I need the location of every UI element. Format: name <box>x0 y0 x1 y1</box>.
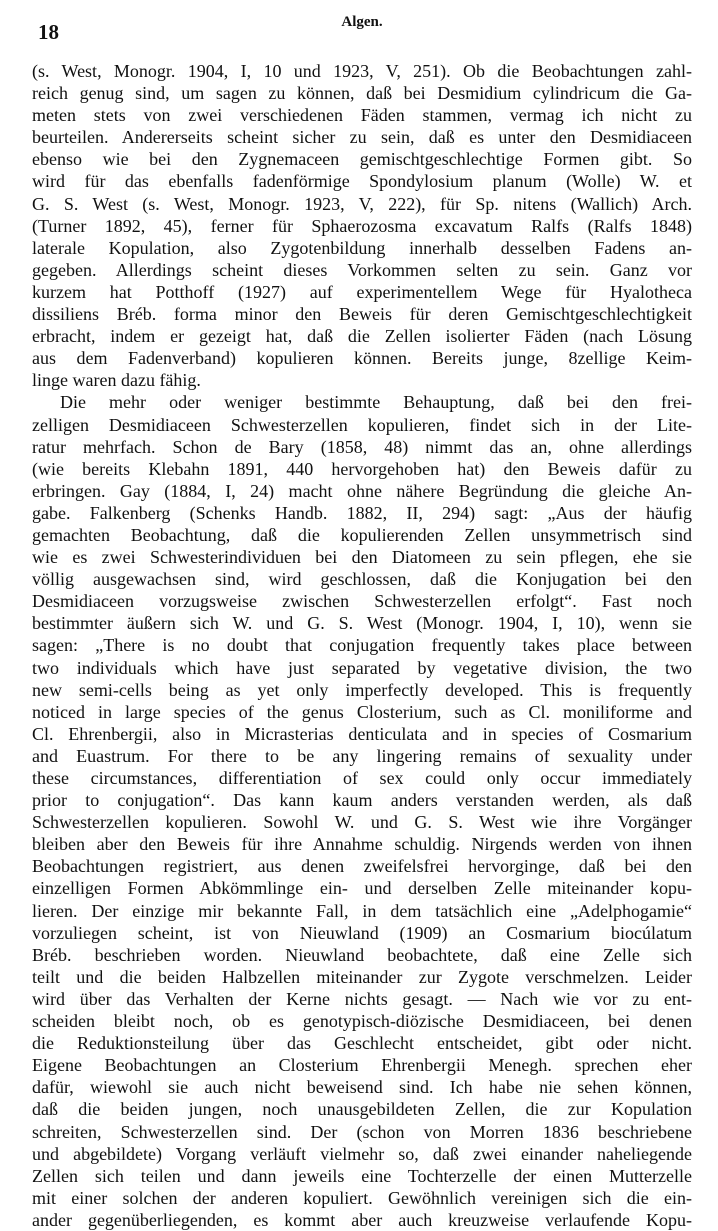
text-line: gemachten Beobachtung, daß die kopulierenden Zellen unsymmetrisch sind <box>32 524 692 545</box>
body-text <box>32 60 692 1231</box>
text-line: wird über das Verhalten der Kerne nichts gesagt. — Nach wie vor zu ent- <box>32 988 692 1009</box>
text-line: meten stets von zwei verschiedenen Fäden stammen, vermag ich nicht zu <box>32 105 692 126</box>
text-line: reich genug sind, um sagen zu können, daß bei Desmidium cylindricum die Ga- <box>32 83 692 104</box>
text-line: Desmidiaceen vorzugsweise zwischen Schwesterzellen erfolgt“. Fast noch <box>32 591 692 612</box>
book-page <box>32 14 692 1231</box>
running-title: Algen. <box>341 14 383 30</box>
text-line: zelligen Desmidiaceen Schwesterzellen kopulieren, findet sich in der Lite- <box>32 414 692 435</box>
text-line: vorzuliegen scheint, ist von Nieuwland (1909) an Cosmarium biocúlatum <box>32 922 692 943</box>
text-line: teilt und die beiden Halbzellen miteinander zur Zygote verschmelzen. Leider <box>32 966 692 987</box>
text-line: völlig ausgewachsen sind, wird geschlossen, daß die Konjugation bei den <box>32 569 692 590</box>
text-line: dafür, wiewohl sie auch nicht beweisend sind. Ich habe nie sehen können, <box>32 1077 692 1098</box>
text-line: daß die beiden jungen, noch unausgebildeten Zellen, die zur Kopulation <box>32 1099 692 1120</box>
text-line: erbracht, indem er gezeigt hat, daß die Zellen isolierter Fäden (nach Lösung <box>32 326 692 347</box>
text-line: Bréb. beschrieben worden. Nieuwland beobachtete, daß eine Zelle sich <box>32 944 692 965</box>
text-line: bleiben aber den Beweis für ihre Annahme schuldig. Nirgends werden von ihnen <box>32 834 692 855</box>
text-line: mit einer solchen der anderen kopuliert. Gewöhnlich vereinigen sich die ein- <box>32 1187 692 1208</box>
paragraph-1 <box>32 60 692 391</box>
text-line: these circumstances, differentiation of sex could only occur immediately <box>32 768 692 788</box>
text-line: die Reduktionsteilung über das Geschlecht entscheidet, gibt oder nicht. <box>32 1033 692 1054</box>
text-line: scheiden bleibt noch, ob es genotypisch-diözische Desmidiaceen, bei denen <box>32 1011 692 1032</box>
page-number: 18 <box>38 20 59 44</box>
text-line: (wie bereits Klebahn 1891, 440 hervorgehoben hat) den Beweis dafür zu <box>32 458 692 479</box>
text-line: wie es zwei Schwesterindividuen bei den Diatomeen zu sein pflegen, ehe sie <box>32 547 692 568</box>
text-line: ander gegenüberliegenden, es kommt aber auch kreuzweise verlaufende Kopu- <box>32 1209 692 1230</box>
text-line: and Euastrum. For there to be any lingering remains of sexuality under <box>32 745 692 766</box>
text-line: Zellen sich teilen und dann jeweils eine Tochterzelle der einen Mutterzelle <box>32 1165 692 1186</box>
text-line: two individuals which have just separated by vegetative division, the two <box>32 657 692 678</box>
text-line: linge waren dazu fähig. <box>32 370 201 391</box>
text-line: new semi-cells being as yet only imperfectly developed. This is frequently <box>32 679 692 700</box>
text-line: Beobachtungen registriert, aus denen zweifelsfrei hervorginge, daß bei den <box>32 856 692 877</box>
text-line: bestimmter äußern sich W. und G. S. West (Monogr. 1904, I, 10), wenn sie <box>32 613 692 634</box>
page-header <box>32 14 692 44</box>
text-line: (Turner 1892, 45), ferner für Sphaerozosma excavatum Ralfs (Ralfs 1848) <box>32 215 692 236</box>
text-line: lieren. Der einzige mir bekannte Fall, in dem tatsächlich eine „Adelphogamie“ <box>32 900 692 921</box>
text-line: und abgebildete) Vorgang verläuft vielmehr so, daß zwei einander naheliegende <box>32 1143 692 1164</box>
text-line: laterale Kopulation, also Zygotenbildung innerhalb desselben Fadens an- <box>32 237 692 258</box>
text-line: dissiliens Bréb. forma minor den Beweis für deren Gemischtgeschlechtigkeit <box>32 304 692 325</box>
text-line: ebenso wie bei den Zygnemaceen gemischtgeschlechtige Formen gibt. So <box>32 149 692 170</box>
text-line: aus dem Fadenverband) kopulieren können. Bereits junge, 8zellige Keim- <box>32 348 692 369</box>
text-line: Eigene Beobachtungen an Closterium Ehrenbergii Menegh. sprechen eher <box>32 1055 692 1076</box>
text-line: G. S. West (s. West, Monogr. 1923, V, 222), für Sp. nitens (Wallich) Arch. <box>32 193 692 214</box>
text-line: sagen: „There is no doubt that conjugation frequently takes place between <box>32 635 692 656</box>
text-line: noticed in large species of the genus Closterium, such as Cl. moniliforme and <box>32 701 692 722</box>
text-line: prior to conjugation“. Das kann kaum anders verstanden werden, als daß <box>32 790 692 811</box>
text-line: gabe. Falkenberg (Schenks Handb. 1882, II, 294) sagt: „Aus der häufig <box>32 502 692 523</box>
text-line: ratur mehrfach. Schon de Bary (1858, 48) nimmt das an, ohne allerdings <box>32 436 692 457</box>
text-line: kurzem hat Potthoff (1927) auf experimentellem Wege für Hyalotheca <box>32 281 692 302</box>
text-line: Schwesterzellen kopulieren. Sowohl W. und G. S. West wie ihre Vorgänger <box>32 812 692 833</box>
text-line: wird für das ebenfalls fadenförmige Spondylosium planum (Wolle) W. et <box>32 171 692 192</box>
paragraph-2 <box>32 391 692 1231</box>
text-line: schreiten, Schwesterzellen sind. Der (schon von Morren 1836 beschriebene <box>32 1121 692 1142</box>
text-line: beurteilen. Andererseits scheint sicher zu sein, daß es unter den Desmidiaceen <box>32 127 692 148</box>
text-line: erbringen. Gay (1884, I, 24) macht ohne nähere Begründung die gleiche An- <box>32 480 692 501</box>
text-line: gegeben. Allerdings scheint dieses Vorkommen selten zu sein. Ganz vor <box>32 259 692 280</box>
text-line: (s. West, Monogr. 1904, I, 10 und 1923, V, 251). Ob die Beobachtungen zahl- <box>32 61 692 81</box>
text-line: Cl. Ehrenbergii, also in Micrasterias denticulata and in species of Cosmarium <box>32 723 692 744</box>
text-line: einzelligen Formen Abkömmlinge ein- und derselben Zelle miteinander kopu- <box>32 878 692 899</box>
text-line: Die mehr oder weniger bestimmte Behauptung, daß bei den frei- <box>60 392 692 413</box>
